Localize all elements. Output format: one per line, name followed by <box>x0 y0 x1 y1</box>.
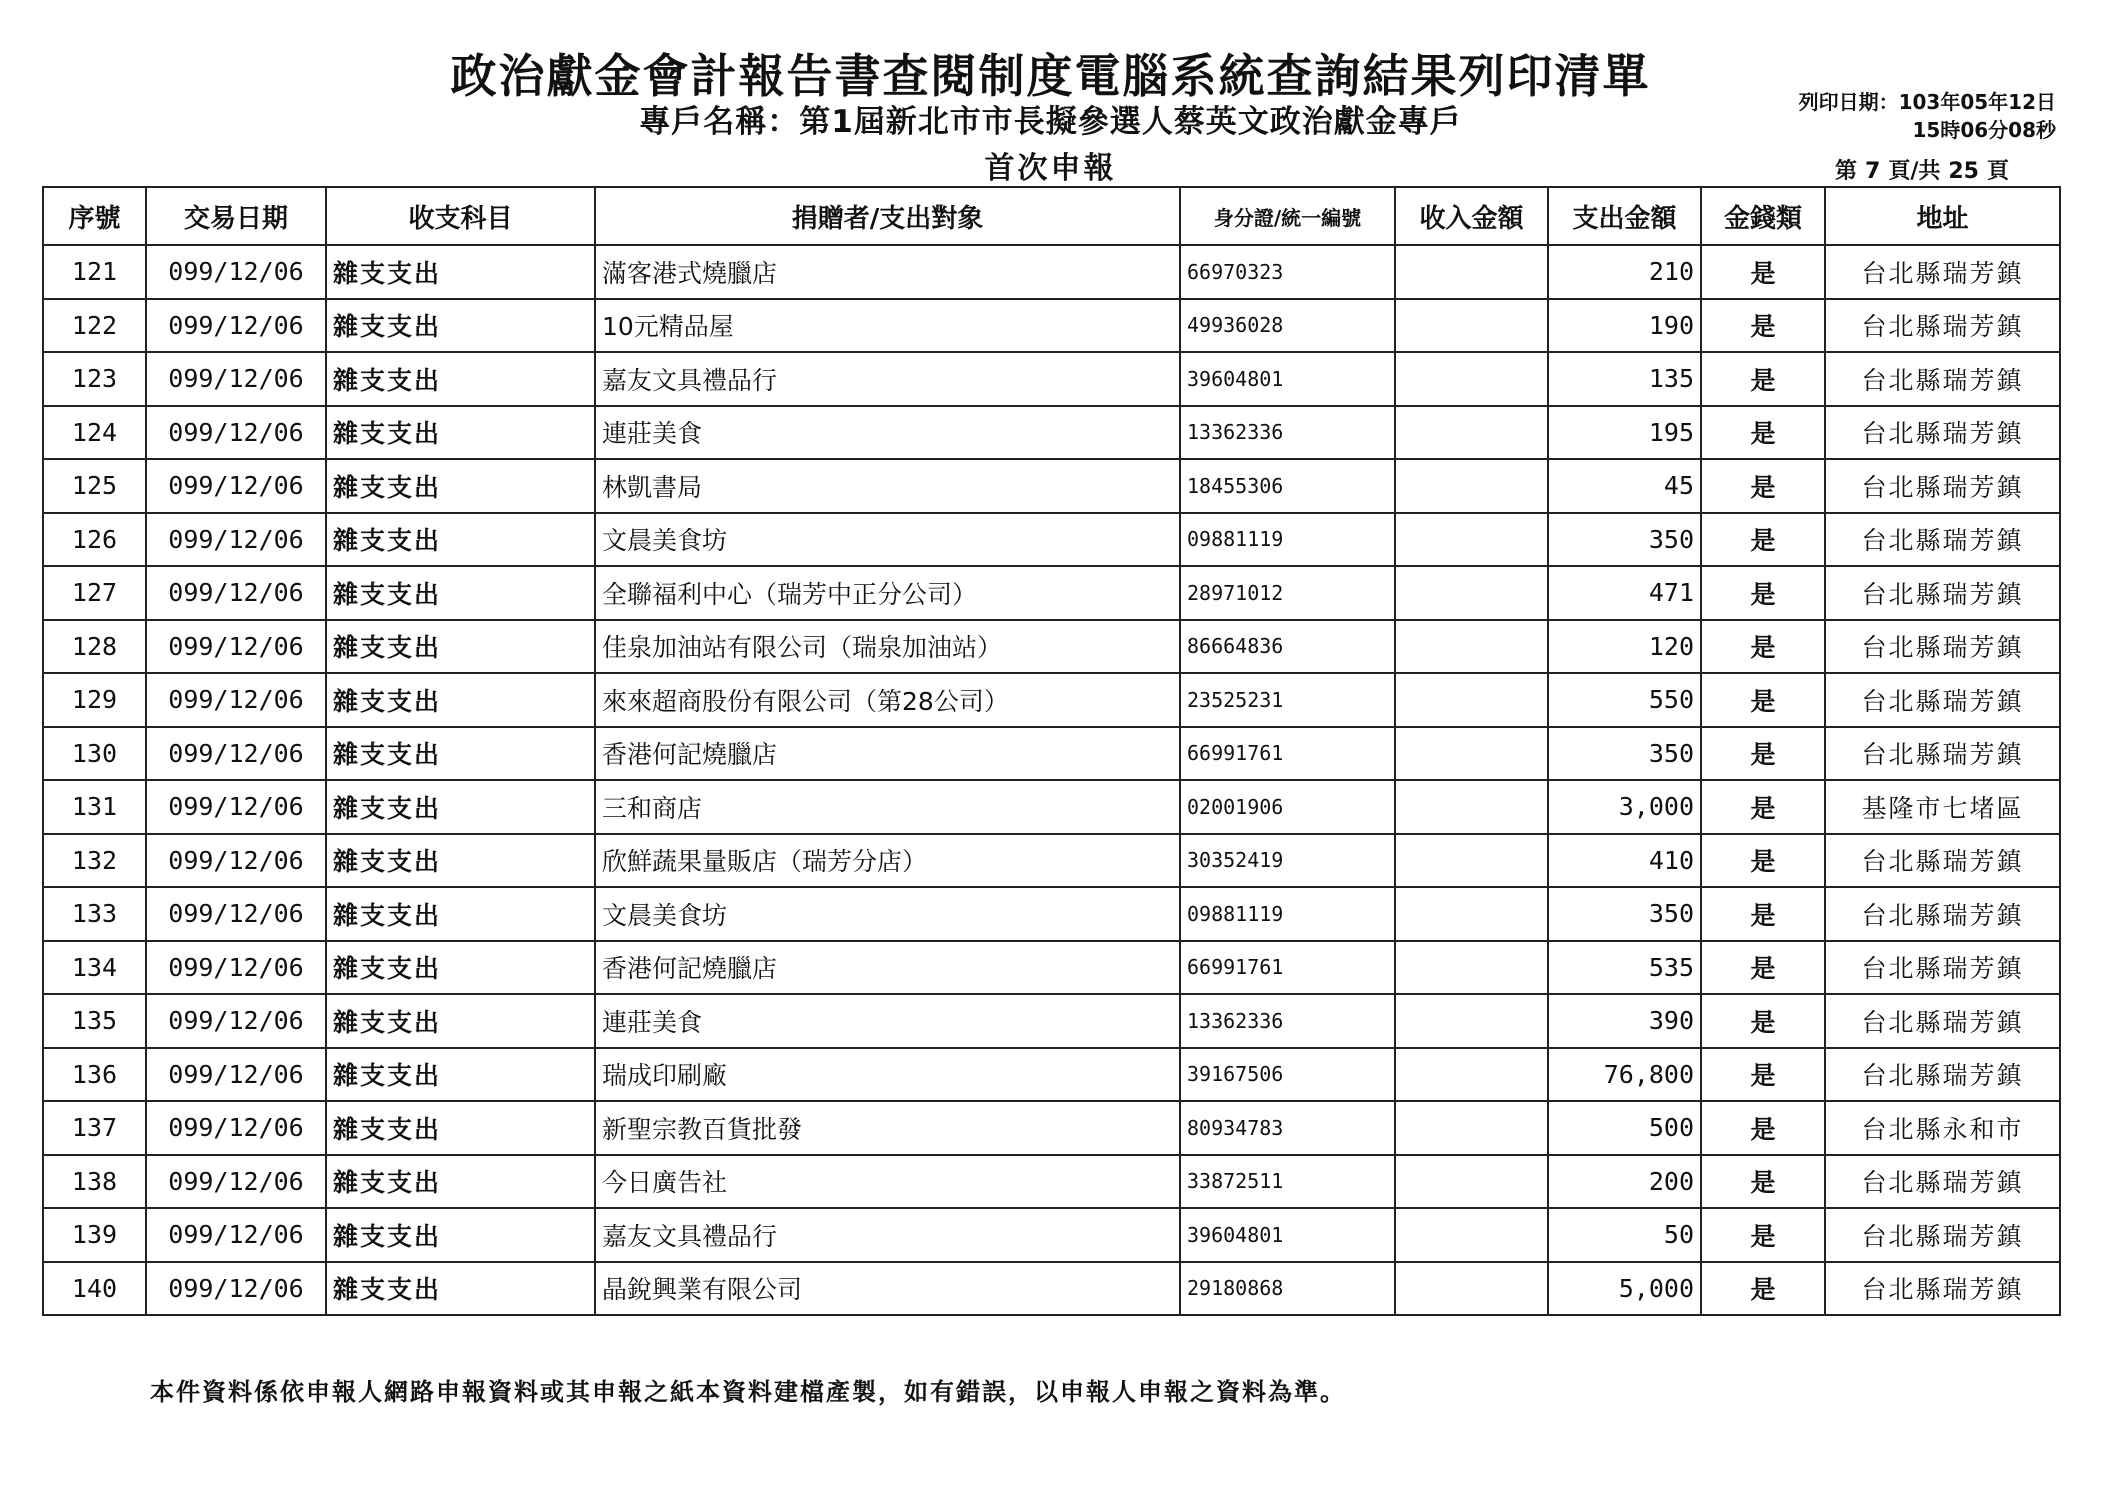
cell-subject: 雜支支出 <box>326 299 595 353</box>
cell-id: 28971012 <box>1180 566 1395 620</box>
cell-subject: 雜支支出 <box>326 1262 595 1316</box>
cell-seq: 128 <box>43 620 146 674</box>
cell-income <box>1395 513 1548 567</box>
print-date-line: 列印日期：103年05年12日 <box>1798 90 2056 114</box>
cell-seq: 130 <box>43 727 146 781</box>
cell-seq: 138 <box>43 1155 146 1209</box>
table-row <box>43 887 2060 941</box>
cell-expense: 195 <box>1548 406 1701 460</box>
cell-money-type: 是 <box>1701 406 1825 460</box>
cell-money-type: 是 <box>1701 1048 1825 1102</box>
cell-money-type: 是 <box>1701 459 1825 513</box>
col-header-date: 交易日期 <box>146 187 326 245</box>
cell-income <box>1395 673 1548 727</box>
cell-income <box>1395 941 1548 995</box>
cell-payee: 瑞成印刷廠 <box>595 1048 1180 1102</box>
footer-note: 本件資料係依申報人網路申報資料或其申報之紙本資料建檔產製，如有錯誤，以申報人申報之資料為準。 <box>150 1378 1346 1406</box>
cell-address: 台北縣瑞芳鎮 <box>1825 620 2060 674</box>
cell-id: 30352419 <box>1180 834 1395 888</box>
cell-expense: 50 <box>1548 1208 1701 1262</box>
cell-seq: 121 <box>43 245 146 299</box>
cell-seq: 139 <box>43 1208 146 1262</box>
cell-id: 66991761 <box>1180 727 1395 781</box>
cell-address: 台北縣瑞芳鎮 <box>1825 513 2060 567</box>
cell-payee: 嘉友文具禮品行 <box>595 1208 1180 1262</box>
cell-money-type: 是 <box>1701 673 1825 727</box>
cell-address: 台北縣瑞芳鎮 <box>1825 994 2060 1048</box>
cell-subject: 雜支支出 <box>326 780 595 834</box>
cell-subject: 雜支支出 <box>326 834 595 888</box>
cell-payee: 嘉友文具禮品行 <box>595 352 1180 406</box>
cell-id: 09881119 <box>1180 513 1395 567</box>
cell-seq: 137 <box>43 1101 146 1155</box>
table-row <box>43 941 2060 995</box>
cell-income <box>1395 1155 1548 1209</box>
cell-seq: 122 <box>43 299 146 353</box>
cell-subject: 雜支支出 <box>326 566 595 620</box>
table-row <box>43 459 2060 513</box>
cell-id: 86664836 <box>1180 620 1395 674</box>
cell-money-type: 是 <box>1701 994 1825 1048</box>
page-mid: 頁/共 <box>1888 159 1941 184</box>
cell-subject: 雜支支出 <box>326 459 595 513</box>
cell-date: 099/12/06 <box>146 459 326 513</box>
ledger-body <box>43 245 2060 1315</box>
cell-subject: 雜支支出 <box>326 887 595 941</box>
cell-payee: 欣鮮蔬果量販店（瑞芳分店） <box>595 834 1180 888</box>
cell-seq: 131 <box>43 780 146 834</box>
cell-expense: 471 <box>1548 566 1701 620</box>
page-suffix: 頁 <box>1986 159 2009 184</box>
cell-date: 099/12/06 <box>146 994 326 1048</box>
cell-subject: 雜支支出 <box>326 1155 595 1209</box>
cell-seq: 124 <box>43 406 146 460</box>
cell-income <box>1395 620 1548 674</box>
cell-seq: 126 <box>43 513 146 567</box>
cell-payee: 滿客港式燒臘店 <box>595 245 1180 299</box>
cell-income <box>1395 1208 1548 1262</box>
cell-money-type: 是 <box>1701 1262 1825 1316</box>
cell-income <box>1395 727 1548 781</box>
table-row <box>43 1208 2060 1262</box>
table-row <box>43 352 2060 406</box>
col-header-address: 地址 <box>1825 187 2060 245</box>
cell-income <box>1395 780 1548 834</box>
cell-subject: 雜支支出 <box>326 406 595 460</box>
cell-payee: 連莊美食 <box>595 994 1180 1048</box>
cell-id: 18455306 <box>1180 459 1395 513</box>
cell-payee: 香港何記燒臘店 <box>595 727 1180 781</box>
cell-income <box>1395 459 1548 513</box>
cell-seq: 129 <box>43 673 146 727</box>
cell-expense: 390 <box>1548 994 1701 1048</box>
cell-address: 台北縣永和市 <box>1825 1101 2060 1155</box>
cell-date: 099/12/06 <box>146 1101 326 1155</box>
cell-seq: 125 <box>43 459 146 513</box>
cell-expense: 76,800 <box>1548 1048 1701 1102</box>
cell-money-type: 是 <box>1701 834 1825 888</box>
cell-expense: 45 <box>1548 459 1701 513</box>
ledger-table <box>42 186 2061 1316</box>
cell-id: 49936028 <box>1180 299 1395 353</box>
cell-id: 39604801 <box>1180 352 1395 406</box>
cell-money-type: 是 <box>1701 299 1825 353</box>
cell-income <box>1395 834 1548 888</box>
cell-income <box>1395 1101 1548 1155</box>
cell-address: 台北縣瑞芳鎮 <box>1825 1048 2060 1102</box>
cell-expense: 120 <box>1548 620 1701 674</box>
cell-id: 13362336 <box>1180 406 1395 460</box>
table-row <box>43 513 2060 567</box>
cell-address: 台北縣瑞芳鎮 <box>1825 941 2060 995</box>
col-header-id: 身分證/統一編號 <box>1180 187 1395 245</box>
cell-payee: 連莊美食 <box>595 406 1180 460</box>
col-header-subject: 收支科目 <box>326 187 595 245</box>
cell-address: 台北縣瑞芳鎮 <box>1825 245 2060 299</box>
cell-expense: 500 <box>1548 1101 1701 1155</box>
cell-address: 台北縣瑞芳鎮 <box>1825 566 2060 620</box>
cell-date: 099/12/06 <box>146 887 326 941</box>
cell-address: 台北縣瑞芳鎮 <box>1825 459 2060 513</box>
cell-subject: 雜支支出 <box>326 513 595 567</box>
cell-seq: 134 <box>43 941 146 995</box>
cell-income <box>1395 887 1548 941</box>
cell-expense: 350 <box>1548 513 1701 567</box>
cell-address: 台北縣瑞芳鎮 <box>1825 299 2060 353</box>
cell-subject: 雜支支出 <box>326 352 595 406</box>
print-time-line: 15時06分08秒 <box>1912 118 2056 142</box>
cell-address: 台北縣瑞芳鎮 <box>1825 673 2060 727</box>
cell-expense: 410 <box>1548 834 1701 888</box>
cell-expense: 190 <box>1548 299 1701 353</box>
table-row <box>43 1101 2060 1155</box>
print-date <box>1799 88 2056 144</box>
cell-payee: 三和商店 <box>595 780 1180 834</box>
cell-expense: 135 <box>1548 352 1701 406</box>
page-indicator <box>1835 154 2009 185</box>
cell-subject: 雜支支出 <box>326 994 595 1048</box>
cell-date: 099/12/06 <box>146 1262 326 1316</box>
cell-subject: 雜支支出 <box>326 673 595 727</box>
cell-date: 099/12/06 <box>146 245 326 299</box>
cell-date: 099/12/06 <box>146 1048 326 1102</box>
page-prefix: 第 <box>1834 159 1857 184</box>
cell-payee: 來來超商股份有限公司（第28公司） <box>595 673 1180 727</box>
cell-subject: 雜支支出 <box>326 245 595 299</box>
cell-seq: 136 <box>43 1048 146 1102</box>
cell-money-type: 是 <box>1701 1208 1825 1262</box>
table-row <box>43 673 2060 727</box>
cell-expense: 535 <box>1548 941 1701 995</box>
cell-date: 099/12/06 <box>146 941 326 995</box>
cell-seq: 133 <box>43 887 146 941</box>
cell-subject: 雜支支出 <box>326 727 595 781</box>
cell-id: 23525231 <box>1180 673 1395 727</box>
cell-expense: 3,000 <box>1548 780 1701 834</box>
cell-income <box>1395 245 1548 299</box>
cell-payee: 10元精品屋 <box>595 299 1180 353</box>
cell-address: 台北縣瑞芳鎮 <box>1825 727 2060 781</box>
cell-address: 台北縣瑞芳鎮 <box>1825 1155 2060 1209</box>
cell-subject: 雜支支出 <box>326 620 595 674</box>
table-row <box>43 299 2060 353</box>
cell-id: 33872511 <box>1180 1155 1395 1209</box>
cell-seq: 123 <box>43 352 146 406</box>
col-header-expense: 支出金額 <box>1548 187 1701 245</box>
cell-date: 099/12/06 <box>146 780 326 834</box>
cell-expense: 5,000 <box>1548 1262 1701 1316</box>
table-row <box>43 780 2060 834</box>
cell-id: 39604801 <box>1180 1208 1395 1262</box>
cell-seq: 132 <box>43 834 146 888</box>
cell-money-type: 是 <box>1701 780 1825 834</box>
col-header-payee: 捐贈者/支出對象 <box>595 187 1180 245</box>
table-row <box>43 406 2060 460</box>
cell-id: 29180868 <box>1180 1262 1395 1316</box>
cell-date: 099/12/06 <box>146 513 326 567</box>
account-name: 專戶名稱：第1屆新北市市長擬參選人蔡英文政治獻金專戶 <box>639 104 1462 140</box>
cell-money-type: 是 <box>1701 620 1825 674</box>
table-row <box>43 834 2060 888</box>
page-current: 7 <box>1865 159 1881 184</box>
cell-date: 099/12/06 <box>146 834 326 888</box>
cell-payee: 文晨美食坊 <box>595 887 1180 941</box>
cell-date: 099/12/06 <box>146 673 326 727</box>
cell-income <box>1395 994 1548 1048</box>
table-row <box>43 727 2060 781</box>
table-row <box>43 620 2060 674</box>
cell-payee: 全聯福利中心（瑞芳中正分公司） <box>595 566 1180 620</box>
cell-id: 02001906 <box>1180 780 1395 834</box>
cell-subject: 雜支支出 <box>326 1048 595 1102</box>
cell-date: 099/12/06 <box>146 1155 326 1209</box>
cell-payee: 林凱書局 <box>595 459 1180 513</box>
col-header-seq: 序號 <box>43 187 146 245</box>
cell-date: 099/12/06 <box>146 620 326 674</box>
cell-money-type: 是 <box>1701 727 1825 781</box>
cell-date: 099/12/06 <box>146 406 326 460</box>
cell-income <box>1395 566 1548 620</box>
cell-money-type: 是 <box>1701 245 1825 299</box>
col-header-money-type: 金錢類 <box>1701 187 1825 245</box>
report-type: 首次申報 <box>984 151 1117 186</box>
cell-income <box>1395 406 1548 460</box>
cell-money-type: 是 <box>1701 1101 1825 1155</box>
cell-expense: 350 <box>1548 727 1701 781</box>
header-row <box>43 187 2060 245</box>
cell-address: 台北縣瑞芳鎮 <box>1825 406 2060 460</box>
cell-address: 台北縣瑞芳鎮 <box>1825 1262 2060 1316</box>
cell-date: 099/12/06 <box>146 299 326 353</box>
cell-id: 66970323 <box>1180 245 1395 299</box>
cell-id: 39167506 <box>1180 1048 1395 1102</box>
cell-money-type: 是 <box>1701 887 1825 941</box>
cell-address: 台北縣瑞芳鎮 <box>1825 834 2060 888</box>
cell-address: 台北縣瑞芳鎮 <box>1825 887 2060 941</box>
cell-id: 09881119 <box>1180 887 1395 941</box>
cell-date: 099/12/06 <box>146 727 326 781</box>
cell-payee: 今日廣告社 <box>595 1155 1180 1209</box>
cell-payee: 佳泉加油站有限公司（瑞泉加油站） <box>595 620 1180 674</box>
cell-date: 099/12/06 <box>146 566 326 620</box>
cell-money-type: 是 <box>1701 941 1825 995</box>
cell-expense: 210 <box>1548 245 1701 299</box>
cell-id: 66991761 <box>1180 941 1395 995</box>
cell-subject: 雜支支出 <box>326 1101 595 1155</box>
cell-money-type: 是 <box>1701 566 1825 620</box>
cell-payee: 新聖宗教百貨批發 <box>595 1101 1180 1155</box>
cell-expense: 550 <box>1548 673 1701 727</box>
cell-payee: 晶銳興業有限公司 <box>595 1262 1180 1316</box>
cell-money-type: 是 <box>1701 513 1825 567</box>
cell-seq: 127 <box>43 566 146 620</box>
table-row <box>43 994 2060 1048</box>
table-row <box>43 1155 2060 1209</box>
cell-seq: 140 <box>43 1262 146 1316</box>
cell-seq: 135 <box>43 994 146 1048</box>
cell-money-type: 是 <box>1701 352 1825 406</box>
cell-income <box>1395 352 1548 406</box>
cell-date: 099/12/06 <box>146 1208 326 1262</box>
cell-id: 13362336 <box>1180 994 1395 1048</box>
document-title: 政治獻金會計報告書查閱制度電腦系統查詢結果列印清單 <box>450 49 1651 103</box>
table-row <box>43 1262 2060 1316</box>
cell-subject: 雜支支出 <box>326 1208 595 1262</box>
cell-income <box>1395 1262 1548 1316</box>
cell-money-type: 是 <box>1701 1155 1825 1209</box>
cell-date: 099/12/06 <box>146 352 326 406</box>
cell-subject: 雜支支出 <box>326 941 595 995</box>
cell-address: 台北縣瑞芳鎮 <box>1825 1208 2060 1262</box>
cell-income <box>1395 299 1548 353</box>
cell-payee: 香港何記燒臘店 <box>595 941 1180 995</box>
table-row <box>43 245 2060 299</box>
cell-id: 80934783 <box>1180 1101 1395 1155</box>
cell-expense: 200 <box>1548 1155 1701 1209</box>
col-header-income: 收入金額 <box>1395 187 1548 245</box>
cell-expense: 350 <box>1548 887 1701 941</box>
cell-address: 基隆市七堵區 <box>1825 780 2060 834</box>
cell-payee: 文晨美食坊 <box>595 513 1180 567</box>
page-total: 25 <box>1948 159 1979 184</box>
table-row <box>43 1048 2060 1102</box>
cell-address: 台北縣瑞芳鎮 <box>1825 352 2060 406</box>
table-row <box>43 566 2060 620</box>
cell-income <box>1395 1048 1548 1102</box>
